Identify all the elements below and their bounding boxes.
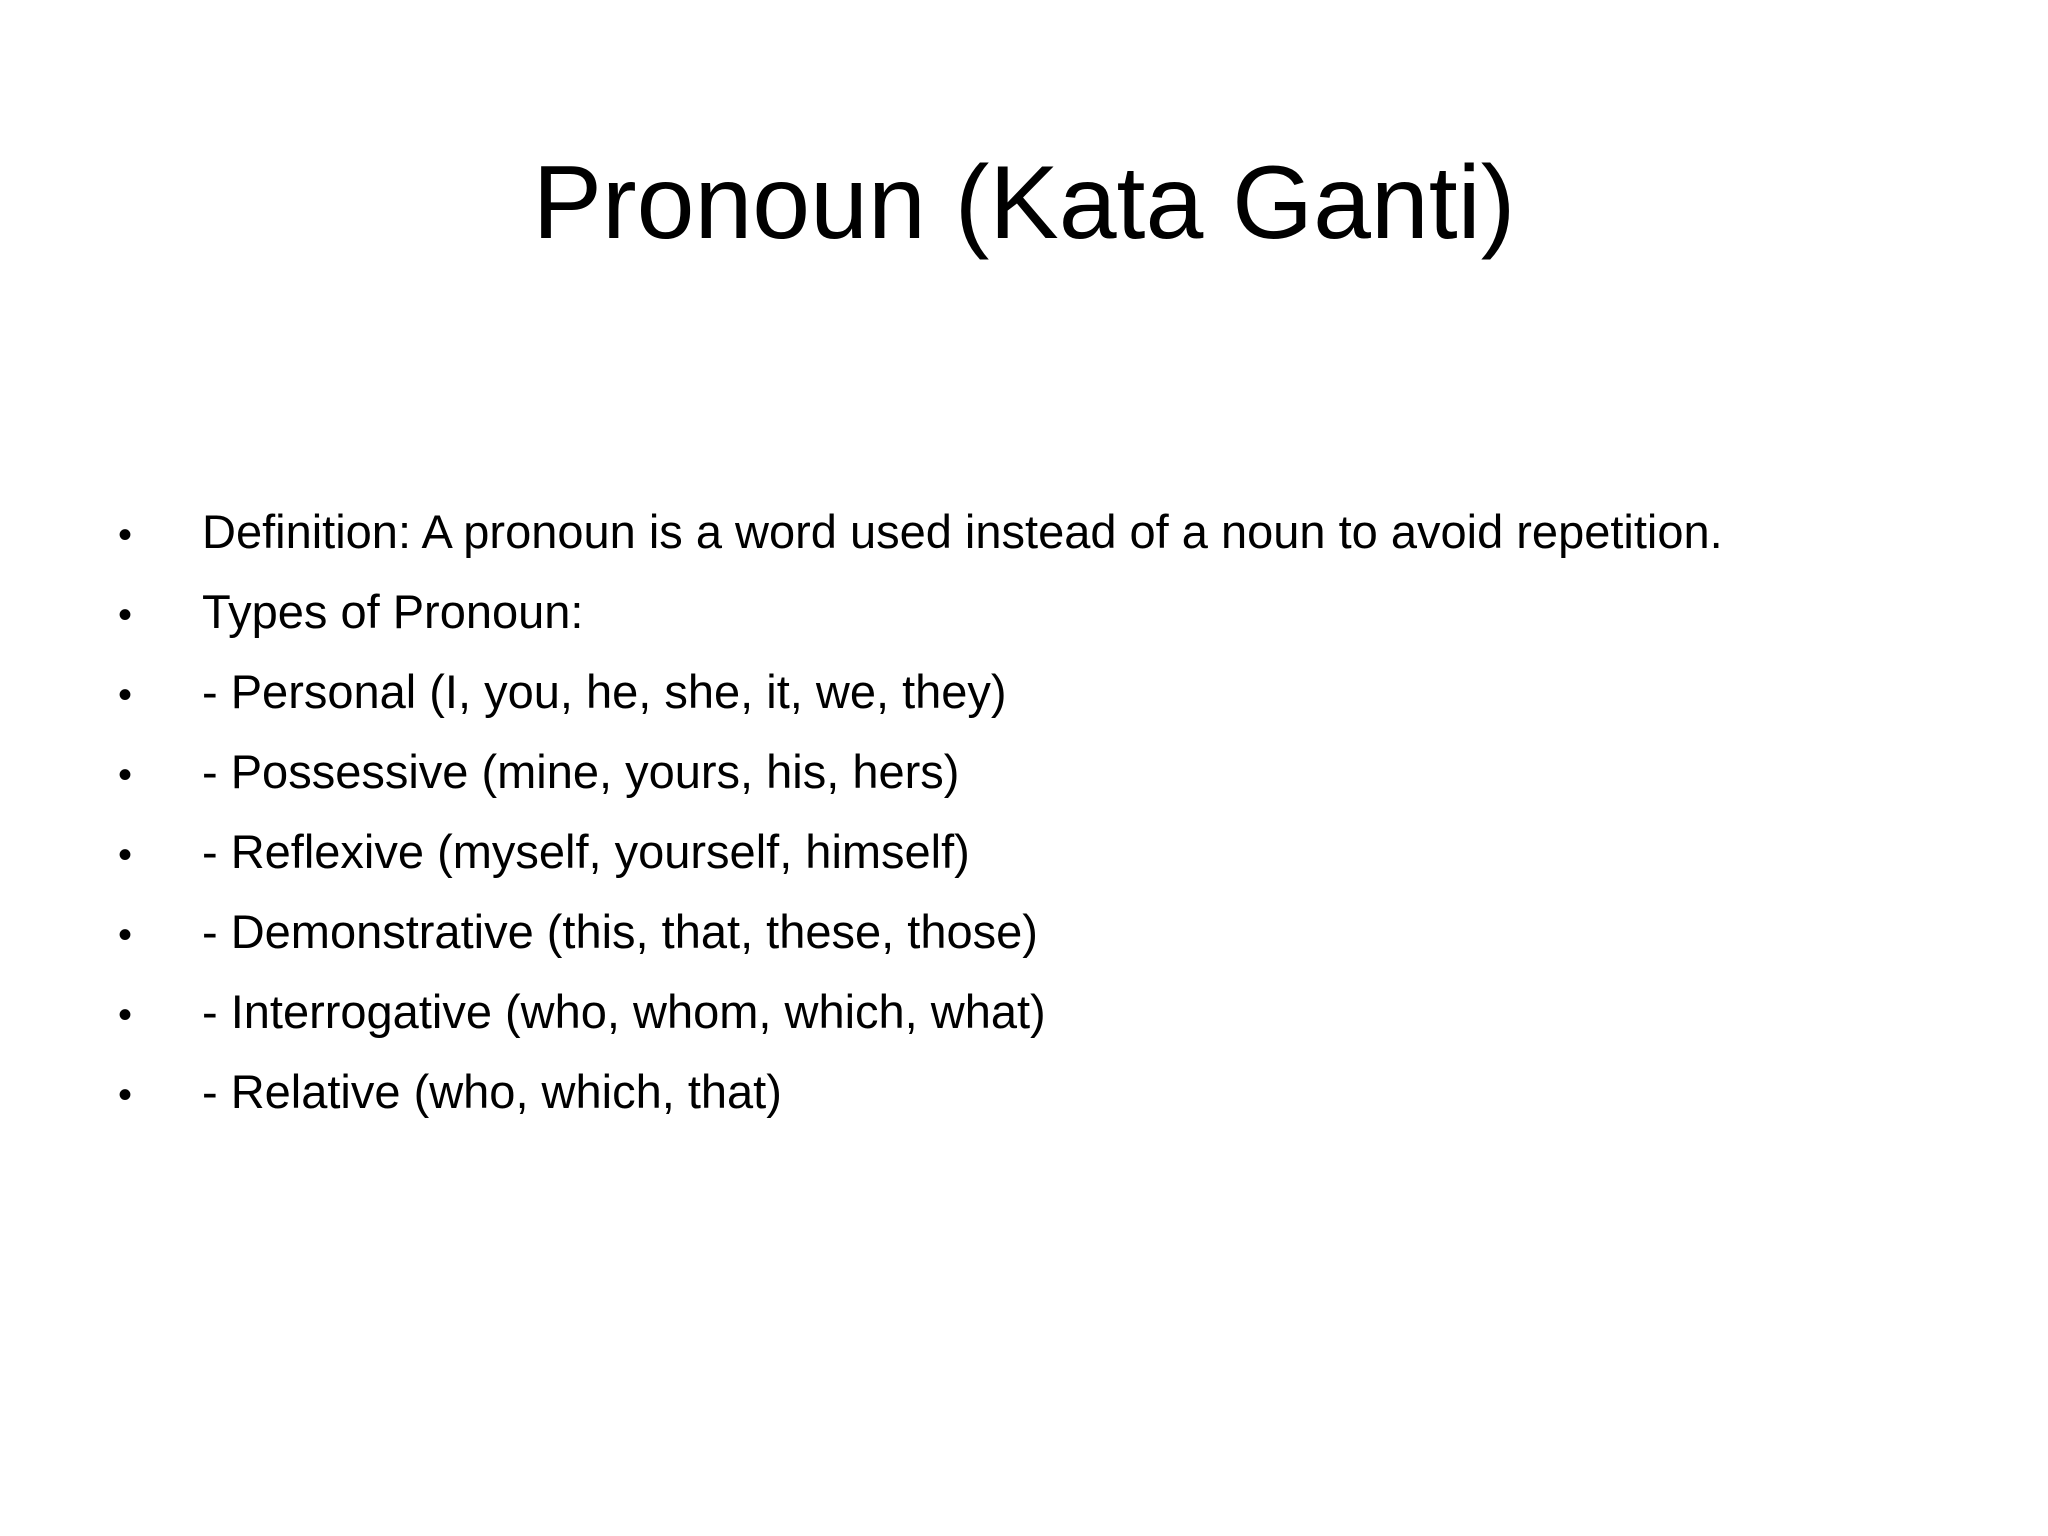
bullet-text: - Relative (who, which, that) <box>202 1065 782 1118</box>
bullet-text: - Personal (I, you, he, she, it, we, they) <box>202 665 1007 718</box>
bullet-icon: • <box>118 913 133 957</box>
bullet-text: Definition: A pronoun is a word used instead of a noun to avoid repetition. <box>202 505 1723 558</box>
bullet-text: - Possessive (mine, yours, his, hers) <box>202 745 960 798</box>
bullet-icon: • <box>118 993 133 1037</box>
bullet-item-definition <box>118 492 1723 572</box>
bullet-item-demonstrative <box>118 892 1723 972</box>
bullet-icon: • <box>118 753 133 797</box>
bullet-icon: • <box>118 833 133 877</box>
bullet-icon: • <box>118 673 133 717</box>
bullet-icon: • <box>118 1073 133 1117</box>
bullet-text: Types of Pronoun: <box>202 585 584 638</box>
bullet-list <box>118 492 1723 1132</box>
bullet-icon: • <box>118 593 133 637</box>
bullet-item-relative <box>118 1052 1723 1132</box>
bullet-text: - Interrogative (who, whom, which, what) <box>202 985 1046 1038</box>
bullet-item-personal <box>118 652 1723 732</box>
bullet-item-types <box>118 572 1723 652</box>
bullet-text: - Reflexive (myself, yourself, himself) <box>202 825 970 878</box>
slide-title: Pronoun (Kata Ganti) <box>532 145 1516 261</box>
bullet-item-reflexive <box>118 812 1723 892</box>
bullet-item-possessive <box>118 732 1723 812</box>
bullet-text: - Demonstrative (this, that, these, those) <box>202 905 1038 958</box>
bullet-icon: • <box>118 513 133 557</box>
bullet-item-interrogative <box>118 972 1723 1052</box>
